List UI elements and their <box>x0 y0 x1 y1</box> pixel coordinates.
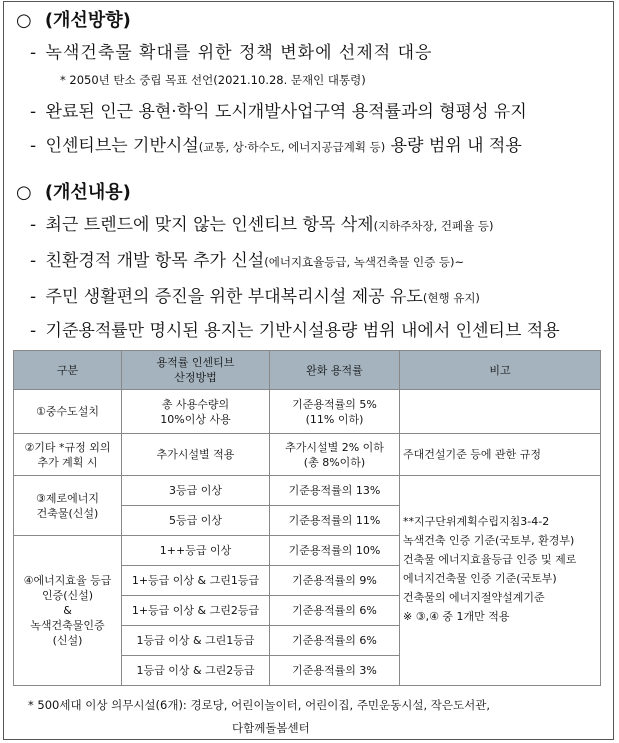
bullet-circle: ○ <box>16 10 32 31</box>
row-note-empty <box>400 476 601 506</box>
table-row <box>14 390 601 434</box>
row-relief: 기준용적률의 9% <box>270 566 400 596</box>
section2-item-1 <box>30 210 494 235</box>
item-text-small: (교통, 상·하수도, 에너지공급계획 등) <box>198 140 386 154</box>
row-note: 주대건설기준 등에 관한 규정 <box>400 434 601 476</box>
footnote-line-1: * 500세대 이상 의무시설(6개): 경로당, 어린이놀이터, 어린이집, 주민운동시설, 작은도서관, <box>28 698 490 712</box>
section1-item-2 <box>30 97 527 122</box>
item-text: 주민 생활편의 증진을 위한 부대복리시설 제공 유도 <box>45 287 423 307</box>
incentive-table <box>13 350 601 686</box>
item-text-small: (현행 유지) <box>422 291 480 305</box>
header-note: 비고 <box>400 351 601 390</box>
header-relief: 완화 용적률 <box>270 351 400 390</box>
dash: - <box>30 43 37 63</box>
row-method: 1+등급 이상 & 그린1등급 <box>122 566 270 596</box>
row-method: 1등급 이상 & 그린2등급 <box>122 656 270 686</box>
row-relief: 기준용적률의 5% (11% 이하) <box>270 390 400 434</box>
section1-note: * 2050년 탄소 중립 목표 선언(2021.10.28. 문재인 대통령) <box>60 73 366 87</box>
item-text-small: (지하주차장, 건폐율 등) <box>373 219 494 233</box>
table-row <box>14 434 601 476</box>
header-category: 구분 <box>14 351 122 390</box>
item-text: 녹색건축물 확대를 위한 정책 변화에 선제적 대응 <box>45 43 433 63</box>
row-relief: 기준용적률의 10% <box>270 536 400 566</box>
row-method: 추가시설별 적용 <box>122 434 270 476</box>
row-category: ④에너지효율 등급 인증(신설) & 녹색건축물인증 (신설) <box>14 536 122 686</box>
row-relief: 기준용적률의 6% <box>270 596 400 626</box>
item-text: 인센티브는 기반시설 <box>45 136 199 156</box>
row-method: 5등급 이상 <box>122 506 270 536</box>
dash: - <box>30 102 37 122</box>
row-category: ②기타 *규정 외의 추가 계획 시 <box>14 434 122 476</box>
dash: - <box>30 136 37 156</box>
table-header-row <box>14 351 601 390</box>
bullet-circle: ○ <box>16 182 32 203</box>
item-text: 완료된 인근 용현·학익 도시개발사업구역 용적률과의 형평성 유지 <box>45 102 527 122</box>
row-note <box>400 390 601 434</box>
section2-item-4 <box>30 316 560 341</box>
section2-item-2 <box>30 246 464 271</box>
section1-item-1 <box>30 38 432 63</box>
section2-item-3 <box>30 282 480 307</box>
item-text: 최근 트렌드에 맞지 않는 인센티브 항목 삭제 <box>45 215 374 235</box>
heading-text: (개선방향) <box>44 10 131 31</box>
item-text: 기준용적률만 명시된 용지는 기반시설용량 범위 내에서 인센티브 적용 <box>45 321 560 341</box>
dash: - <box>30 251 37 271</box>
row-method: 1++등급 이상 <box>122 536 270 566</box>
item-text-small: (에너지효율등급, 녹색건축물 인증 등)~ <box>264 255 465 269</box>
section2-heading <box>16 178 131 204</box>
section1-item-3 <box>30 131 522 156</box>
item-text-tail: 용량 범위 내 적용 <box>385 136 522 156</box>
row-method: 1+등급 이상 & 그린2등급 <box>122 596 270 626</box>
dash: - <box>30 287 37 307</box>
row-relief: 기준용적률의 13% <box>270 476 400 506</box>
merged-note: **지구단위계획수립지침3-4-2 녹색건축 인증 기준(국토부, 환경부) 건축물 에너지효율등급 인증 및 제로 에너지건축물 인증 기준(국토부) 건축물의 에너지절약설계기준 ※ ③,④ 중 1개만 적용 <box>400 506 601 686</box>
footnote-line-2: 다함께돌봄센터 <box>232 721 310 735</box>
section1-heading <box>16 6 131 32</box>
row-category: ①중수도설치 <box>14 390 122 434</box>
header-method: 용적률 인센티브 산정방법 <box>122 351 270 390</box>
dash: - <box>30 321 37 341</box>
item-text: 친환경적 개발 항목 추가 신설 <box>45 251 265 271</box>
row-category: ③제로에너지 건축물(신설) <box>14 476 122 536</box>
dash: - <box>30 215 37 235</box>
heading-text: (개선내용) <box>44 182 131 203</box>
row-relief: 기준용적률의 6% <box>270 626 400 656</box>
row-method: 총 사용수량의 10%이상 사용 <box>122 390 270 434</box>
table-row <box>14 476 601 506</box>
row-relief: 기준용적률의 11% <box>270 506 400 536</box>
row-relief: 추가시설별 2% 이하 (총 8%이하) <box>270 434 400 476</box>
row-method: 1등급 이상 & 그린1등급 <box>122 626 270 656</box>
row-method: 3등급 이상 <box>122 476 270 506</box>
row-relief: 기준용적률의 3% <box>270 656 400 686</box>
